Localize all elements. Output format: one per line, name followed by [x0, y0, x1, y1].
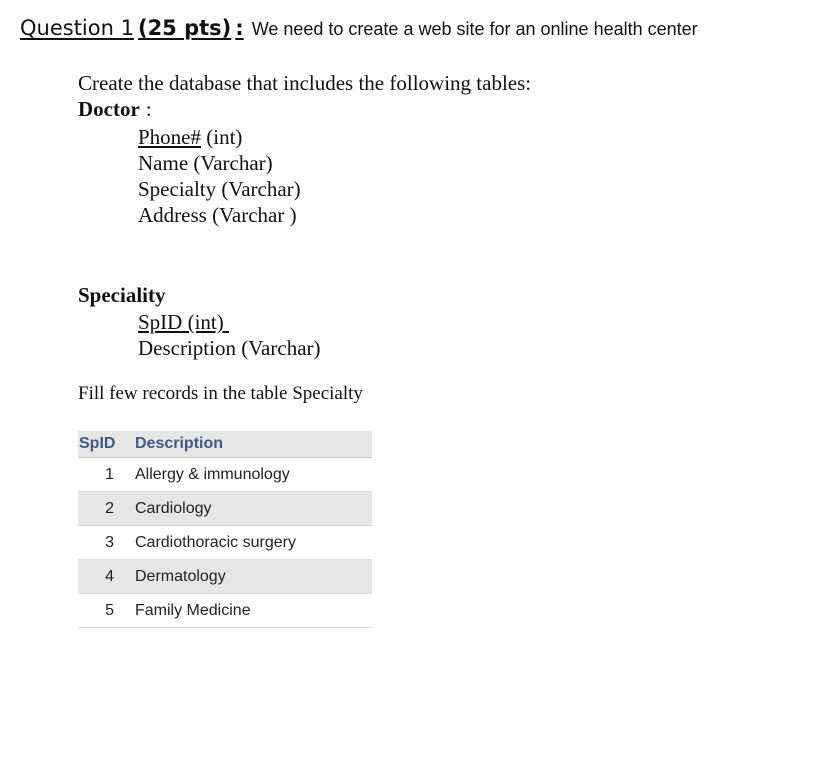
row-description: Cardiology: [127, 492, 372, 526]
table-row: [78, 526, 372, 560]
row-description: Dermatology: [127, 560, 372, 594]
question-points: (25 pts): [137, 16, 232, 40]
table-row: [78, 594, 372, 628]
row-id: 4: [78, 560, 127, 594]
row-description: Allergy & immunology: [127, 458, 372, 492]
row-id: 1: [78, 458, 127, 492]
doctor-field-list: [138, 124, 301, 228]
row-description: Cardiothoracic surgery: [127, 526, 372, 560]
speciality-table-title: Speciality: [78, 283, 166, 307]
table-row: [78, 458, 372, 492]
question-text: We need to create a web site for an online health center: [251, 19, 698, 39]
question-colon: :: [235, 16, 244, 40]
column-header-spid: SpID: [78, 431, 127, 458]
specialty-records-table: [78, 431, 372, 628]
doctor-title-colon: :: [145, 97, 152, 121]
doctor-field-name: Name (Varchar): [138, 151, 273, 175]
doctor-field-specialty: Specialty (Varchar): [138, 177, 301, 201]
speciality-field-description: Description (Varchar): [138, 336, 321, 360]
speciality-field-spid: [138, 309, 321, 335]
table-header-row: [78, 431, 372, 458]
question-label: Question 1: [20, 16, 134, 40]
question-header: [20, 16, 698, 40]
row-description: Family Medicine: [127, 594, 372, 628]
table-row: [78, 560, 372, 594]
doctor-field-phone-key: Phone#: [138, 125, 201, 149]
doctor-table-title: [78, 97, 152, 122]
doctor-field-phone-type: (int): [201, 125, 243, 149]
row-id: 5: [78, 594, 127, 628]
speciality-field-list: [138, 309, 321, 361]
doctor-field-address: Address (Varchar ): [138, 203, 297, 227]
doctor-title-text: Doctor: [78, 97, 140, 121]
column-header-description: Description: [127, 431, 372, 458]
intro-text: Create the database that includes the following tables:: [78, 71, 532, 95]
doctor-field-phone: [138, 124, 301, 150]
fill-note: Fill few records in the table Specialty: [78, 383, 363, 404]
row-id: 2: [78, 492, 127, 526]
speciality-field-spid-key: SpID (int): [138, 310, 229, 334]
row-id: 3: [78, 526, 127, 560]
table-row: [78, 492, 372, 526]
